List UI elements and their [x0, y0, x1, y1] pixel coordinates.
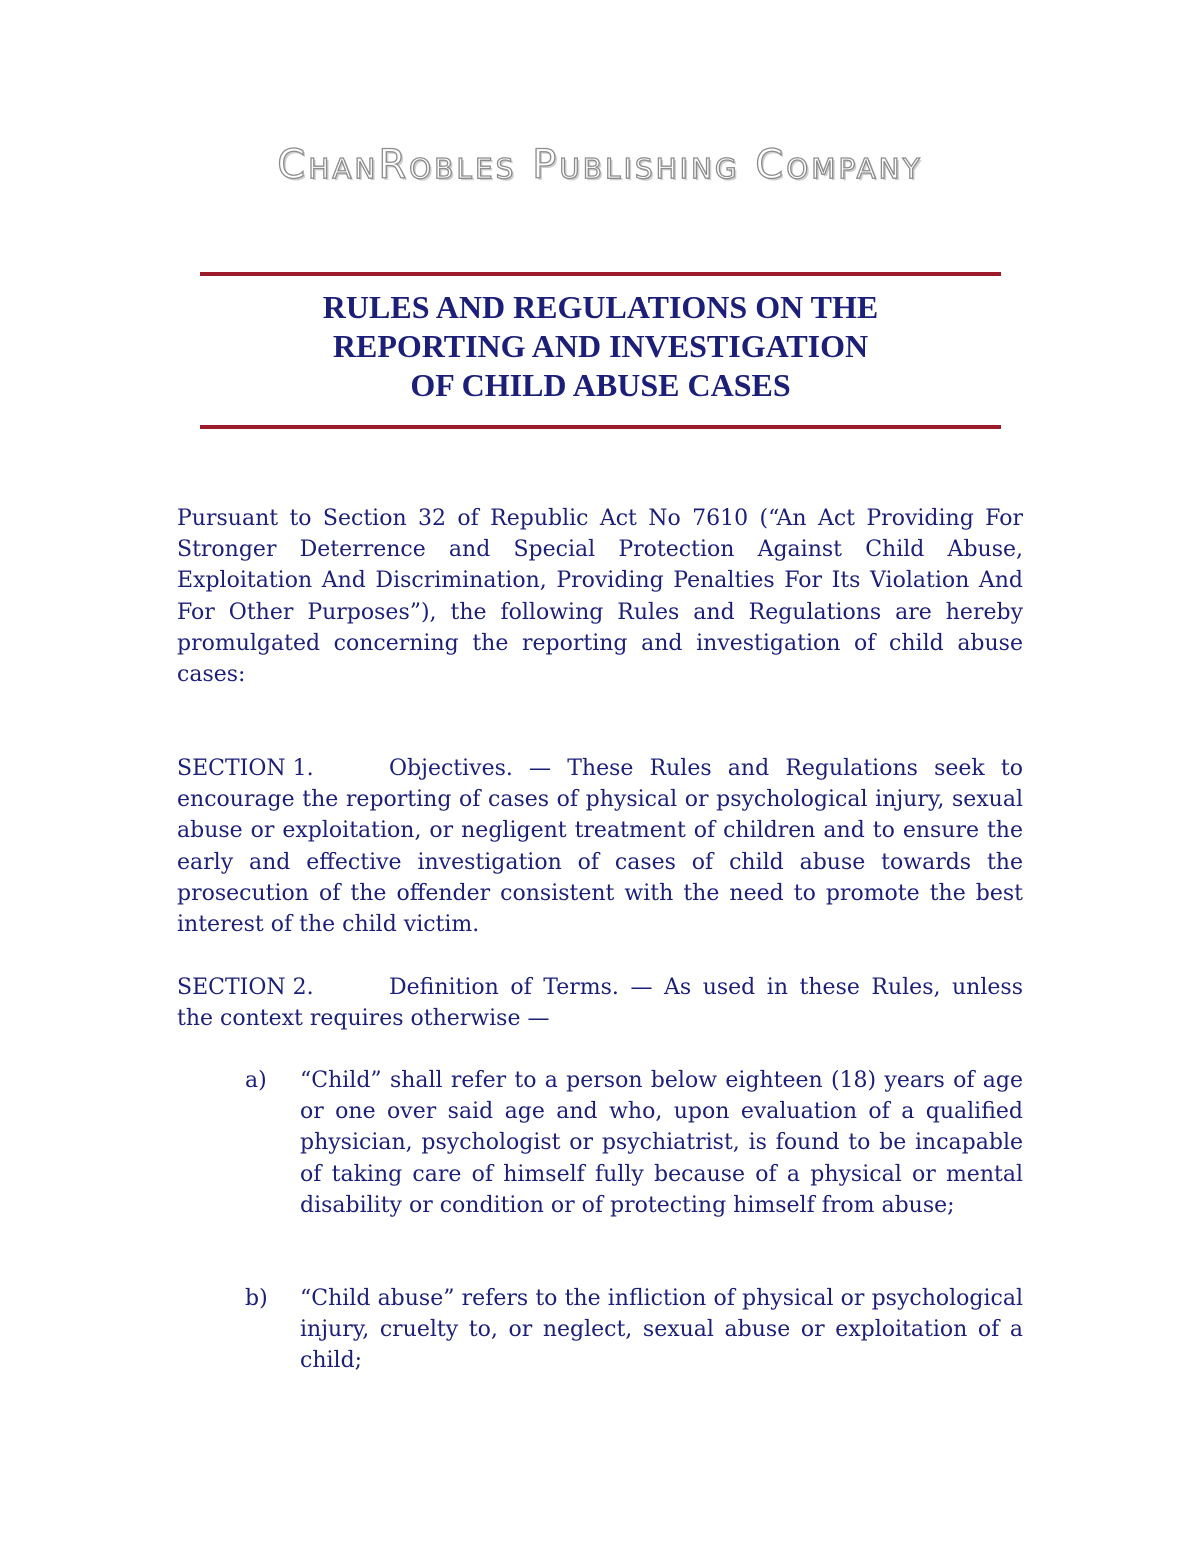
intro-paragraph: Pursuant to Section 32 of Republic Act No 7610 (“An Act Providing For Stronger Deterrence and Special Protection Against Child Abuse, Exploitation And Discrimination, Providing Penalties For Its Violation And For Other Purposes”), the following Rules and Regulations are hereby promulgated concerning the reporting and investigation of child abuse cases:: [177, 506, 1023, 688]
section-2-number: SECTION 2.: [177, 975, 314, 1000]
title-line-3: OF CHILD ABUSE CASES: [410, 367, 791, 403]
section-2: [177, 972, 1023, 1034]
title-bottom-rule: [200, 425, 1001, 429]
section-1: [177, 753, 1023, 940]
publisher-header: ChanRobles Publishing Company: [277, 142, 923, 188]
definition-text-b: “Child abuse” refers to the infliction of physical or psychological injury, cruelty to, or neglect, sexual abuse or exploitation of a child;: [300, 1286, 1023, 1374]
definition-marker-b: b): [245, 1286, 268, 1311]
document-title: [200, 288, 1001, 405]
section-1-text: Objectives. — These Rules and Regulations seek to encourage the reporting of cases of physical or psychological injury, sexual abuse or exploitation, or negligent treatment of children and to ensure the early and effective investigation of cases of child abuse towards the prosecution of the offender consistent with the need to promote the best interest of the child victim.: [177, 756, 1023, 938]
section-2-text: Definition of Terms. — As used in these Rules, unless the context requires otherwise —: [177, 975, 1023, 1032]
section-1-number: SECTION 1.: [177, 756, 314, 781]
definition-text-a: “Child” shall refer to a person below eighteen (18) years of age or one over said age and who, upon evaluation of a qualified physician, psychologist or psychiatrist, is found to be incapable of taking care of himself fully because of a physical or mental disability or condition or of protecting himself from abuse;: [300, 1068, 1023, 1218]
title-line-2: REPORTING AND INVESTIGATION: [332, 328, 869, 364]
title-top-rule: [200, 272, 1001, 276]
title-line-1: RULES AND REGULATIONS ON THE: [322, 289, 879, 325]
definition-marker-a: a): [245, 1068, 267, 1093]
